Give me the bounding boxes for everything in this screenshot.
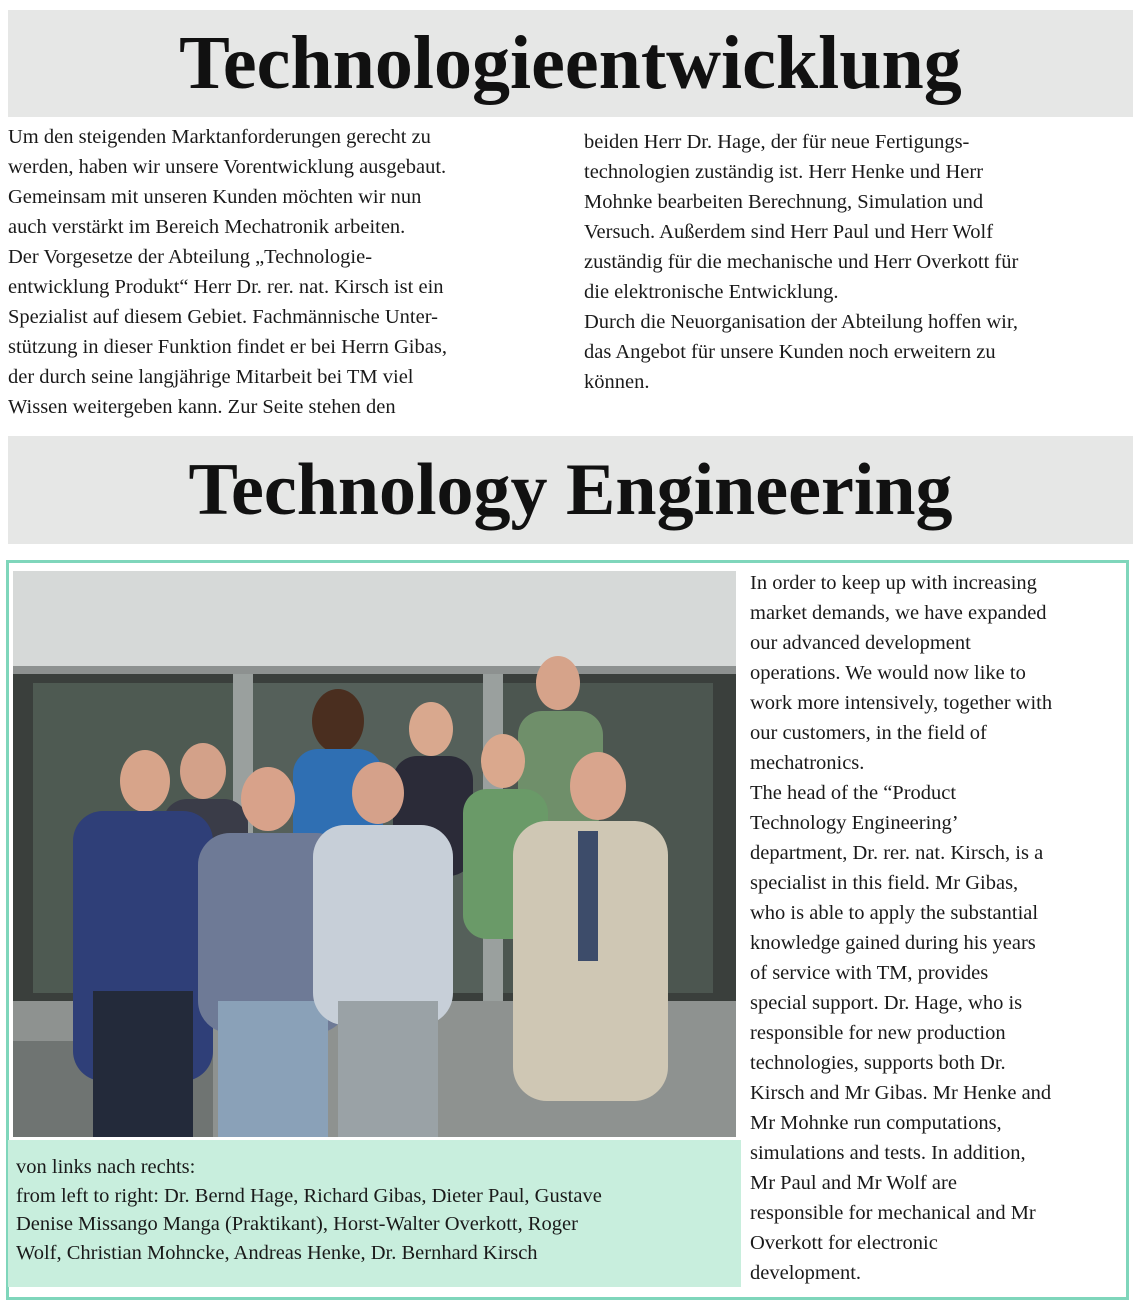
group-photo [13,571,736,1137]
german-left-text: Um den steigenden Marktanforderungen gerecht zu werden, haben wir unsere Vorentwicklung ausgebaut. Gemeinsam mit unseren Kunden möchten wir nun auch verstärkt im Bereich Mechatronik arbeiten. Der Vorgesetze der Abteilung „Technologie- entwicklung Produkt“ Herr Dr. rer. nat. Kirsch ist ein Spezialist auf diesem Gebiet. Fachmännische Unter- stützung in dieser Funktion findet er bei Herrn Gibas, der durch seine langjährige Mitarbeit bei TM viel Wissen weitergeben kann. Zur Seite stehen den [8,126,447,418]
headline-english: Technology Engineering [8,436,1133,544]
headline-german: Technologieentwicklung [8,10,1133,117]
german-right-column [584,127,1129,397]
photo-caption [8,1140,741,1287]
photo-caption-text: von links nach rechts: from left to right: Dr. Bernd Hage, Richard Gibas, Dieter Paul, Gustave Denise Missango Manga (Praktikant), Horst-Walter Overkott, Roger Wolf, Christian Mohncke, Andreas Henke, Dr. Bernhard Kirsch [16,1156,602,1264]
group-photo-illustration [13,571,736,1137]
english-body-text: In order to keep up with increasing market demands, we have expanded our advanced development operations. We would now like to work more intensively, together with our customers, in the field of mechatronics. The head of the “Product Technology Engineering’ department, Dr. rer. nat. Kirsch, is a specialist in this field. Mr Gibas, who is able to apply the substantial knowledge gained during his years of service with TM, provides special support. Dr. Hage, who is responsible for new production technologies, supports both Dr. Kirsch and Mr Gibas. Mr Henke and Mr Mohnke run computations, simulations and tests. In addition, Mr Paul and Mr Wolf are responsible for mechanical and Mr Overkott for electronic development. [750,572,1053,1284]
german-right-text: beiden Herr Dr. Hage, der für neue Fertigungs- technologien zuständig ist. Herr Henke und Herr Mohnke bearbeiten Berechnung, Simulation und Versuch. Außerdem sind Herr Paul und Herr Wolf zuständig für die mechanische und Herr Overkott für die elektronische Entwicklung. Durch die Neuorganisation der Abteilung hoffen wir, das Angebot für unsere Kunden noch erweitern zu können. [584,131,1019,393]
german-left-column [8,122,568,422]
english-body [750,568,1135,1288]
